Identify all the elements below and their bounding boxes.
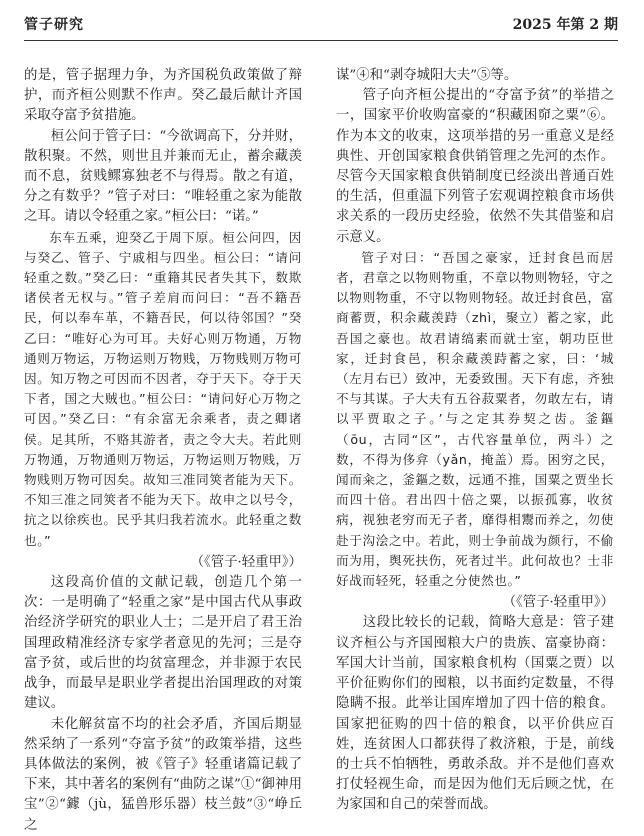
right-column: [336, 66, 614, 816]
header-rule: [24, 40, 618, 41]
paragraph: 谋”④和“剥夺城阳大夫”⑤等。: [336, 68, 518, 83]
block-quote: 管子对曰：“吾国之豪家，迁封食邑而居者，君章之以物则物重，不章以物则物轻，守之以物则物重，不守以物则物轻。故迁封食邑，富商蓄贾，积余藏羡跱（zhì，聚立）蓄之家，此吾国之豪也。故君请缟素而就士室，朝功臣世家，迁封食邑，积余藏羡跱蓄之家，曰：‘城（左月右已）致冲，无委致围。天下有虑，齐独不与其谋。子大夫有五谷菽粟者，勿敢左右，请以平贾取之子。’与之定其券契之齿。釜鏂（ōu，古同“区”，古代容量单位，两斗）之数，不得为侈弇（yǎn，掩盖）焉。困穷之民，闻而籴之，釜鏂之数，远通不推，国粟之贾坐长而四十倍。君出四十倍之粟，以振孤寡，收贫病，视独老穷而无子者，靡得相鬻而养之，勿使赴于沟浍之中。若此，则士争前战为颜行，不偷而为用，舆死扶伤，死者过半。此何故也？士非好战而轻死，轻重之分使然也。”: [336, 249, 614, 589]
paragraph: 桓公问于管子曰：“今欲调高下，分并财，散积聚。不然，则世且并兼而无止，蓄余藏羡而不息，贫贱鳏寡独老不与得焉。散之有道，分之有数乎？”管子对曰：“唯轻重之家为能散之耳。请以令轻重之家。”桓公曰：“诺。”: [24, 128, 302, 225]
paragraph: 的是，管子据理力争，为齐国税负政策做了辩护，而齐桓公则默不作声。癸乙最后献计齐国采取夺富予贫措施。: [24, 68, 302, 124]
left-column: [24, 66, 302, 836]
paragraph: 这段高价值的文献记载，创造几个第一次：一是明确了“轻重之家”是中国古代从事政治经济学研究的职业人士；二是开启了君王治国理政精准经济专家学者意见的先河；三是夺富予贫，或后世的均贫富理念，并非源于农民战争，而最早是职业学者提出治国理政的对策建议。: [24, 575, 302, 712]
journal-title: 管子研究: [24, 17, 84, 33]
quote-source: （《管子·轻重甲》）: [502, 595, 614, 611]
quote-source: （《管子·轻重甲》）: [190, 554, 302, 570]
issue-label: 2025 年第 2 期: [512, 17, 618, 33]
paragraph: 管子向齐桓公提出的“夺富予贫”的举措之一，国家平价收购富豪的“积藏困窌之粟”⑥。作为本文的收束，这项举措的另一重意义是经典性、开创国家粮食供销管理之先河的杰作。尽管今天国家粮食供销制度已经淡出普通百姓的生活，但重温下列管子宏观调控粮食市场供求关系的一段历史经验，依然不失其借鉴和启示意义。: [336, 88, 614, 245]
page-header: [0, 0, 644, 44]
paragraph: 未化解贫富不均的社会矛盾，齐国后期显然采纳了一系列“夺富予贫”的政策举措，这些具体做法的案例，被《管子》轻重诸篇记载了下来，其中著名的案例有“曲防之谋”①“御神用宝”②“鐻（jù，猛兽形乐器）枝兰鼓”③“峥丘之: [24, 716, 302, 833]
paragraph: 这段比较长的记载，简略大意是：管子建议齐桓公与齐国囤粮大户的贵族、富豪协商：军国大计当前，国家粮食机构（国粟之贾）以平价征购你们的囤粮，以书面约定数量，不得隐瞒不报。此举让国库增加了四十倍的粮食。国家把征购的四十倍的粮食，以平价供应百姓，连贫困人口都获得了救济粮，于是，前线的士兵不怕牺牲，勇敢杀敌。并不是他们喜欢打仗轻视生命，而是因为他们无后顾之忧，在为家国和自己的荣誉而战。: [336, 615, 614, 813]
block-quote: 东车五乘，迎癸乙于周下原。桓公问四，因与癸乙、管子、宁戚相与四坐。桓公曰：“请问轻重之数。”癸乙曰：“重籍其民者失其下，数欺诸侯者无权与。”管子差肩而问曰：“吾不籍吾民，何以奉车革，不籍吾民，何以待邻国？”癸乙曰：“唯好心为可耳。夫好心则万物通，万物通则万物运，万物运则万物贱，万物贱则万物可因。知万物之可因而不因者，夺于天下。夺于天下者，国之大贼也。”桓公曰：“请问好心万物之可因。”癸乙曰：“有余富无余乘者，责之卿诸侯。足其所，不赂其游者，责之令大夫。若此则万物通，万物通则万物运，万物运则万物贱，万物贱则万物可因矣。故知三准同筴者能为天下。不知三准之同筴者不能为天下。故申之以号令，抗之以徐疾也。民乎其归我若流水。此轻重之数也。”: [24, 229, 302, 548]
